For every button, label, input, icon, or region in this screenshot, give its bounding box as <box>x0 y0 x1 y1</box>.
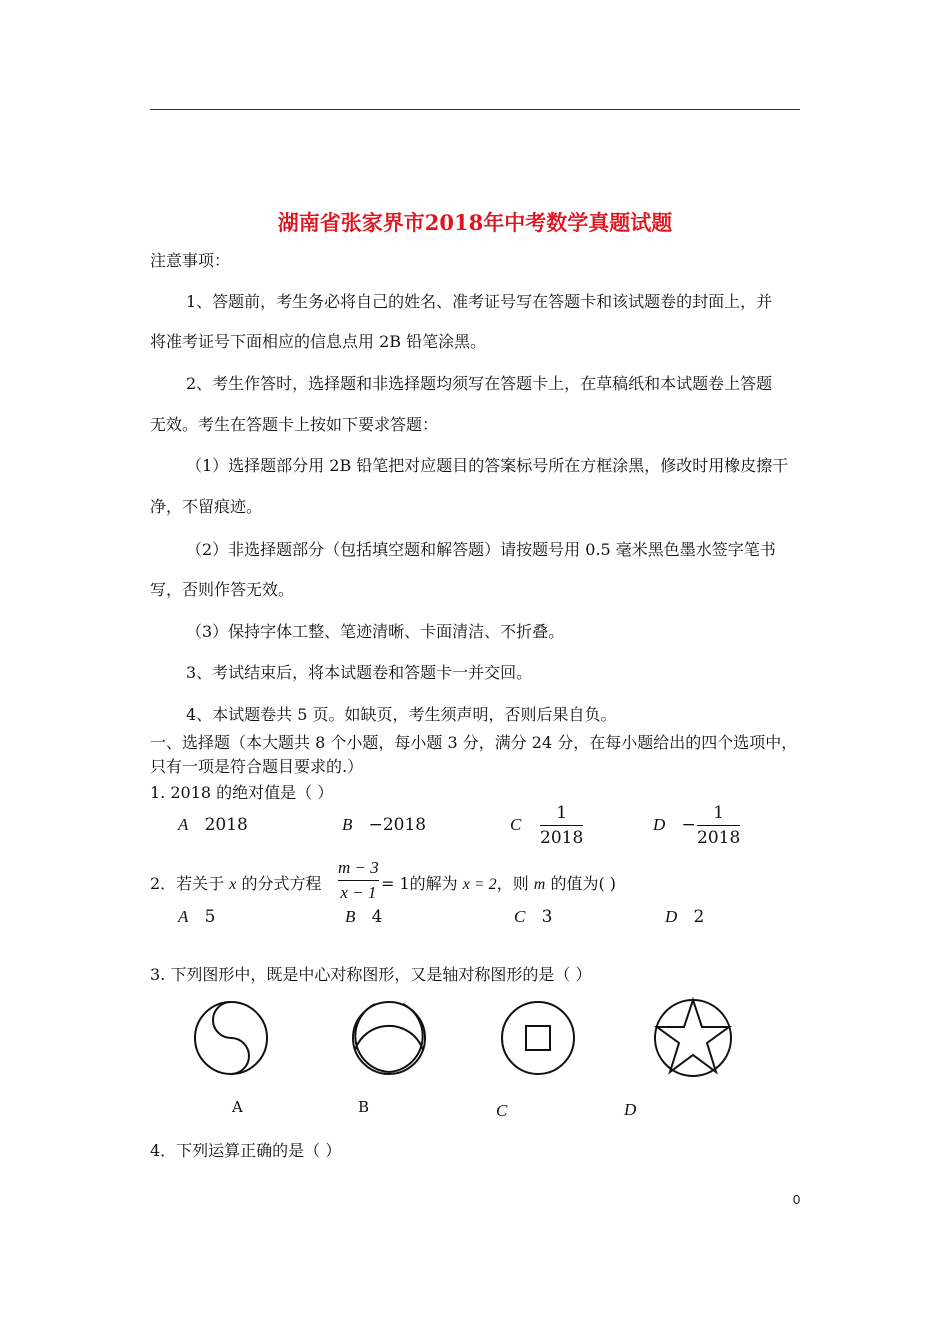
q1-c-fraction-bar <box>540 825 583 826</box>
q2-option-d <box>665 907 704 927</box>
section1-heading-a: 一、选择题（本大题共 8 个小题，每小题 3 分，满分 24 分，在每小题给出的四个选项中， <box>150 733 798 752</box>
notice-p1a: 1、答题前，考生务必将自己的姓名、准考证号写在答题卡和该试题卷的封面上，并 <box>186 292 773 311</box>
q2-a-value: 5 <box>204 907 216 927</box>
q1-option-d-fraction <box>697 803 740 848</box>
q2-solution: x = 2 <box>462 876 497 893</box>
q1-c-letter: C <box>510 815 522 834</box>
q2-prefix: 2．若关于 <box>150 874 225 893</box>
q2-var-m: m <box>533 876 546 893</box>
notice-p7: 4、本试题卷共 5 页。如缺页，考生须声明，否则后果自负。 <box>186 705 617 724</box>
q2-frac-denominator: x − 1 <box>340 883 377 902</box>
notice-p4a: （2）非选择题部分（包括填空题和解答题）请按题号用 0.5 毫米黑色墨水签字笔书 <box>186 540 776 559</box>
q3-figure-a-yinyang <box>192 990 272 1086</box>
q2-stem-prefix <box>150 871 322 894</box>
q1-d-numerator: 1 <box>713 803 725 823</box>
q2-b-letter: B <box>345 907 356 926</box>
q4-stem: 4．下列运算正确的是（ ） <box>150 1141 342 1160</box>
q2-d-letter: D <box>665 907 678 926</box>
q2-option-a <box>178 907 215 927</box>
notice-p4b: 写，否则作答无效。 <box>150 580 295 599</box>
notice-p3b: 净，不留痕迹。 <box>150 497 263 516</box>
header-rule <box>150 109 800 110</box>
q1-d-fraction-bar <box>697 825 740 826</box>
notice-p6: 3、考试结束后，将本试题卷和答题卡一并交回。 <box>186 663 533 682</box>
q1-c-numerator: 1 <box>556 803 568 823</box>
q1-d-letter: D <box>653 815 666 834</box>
q2-equation-fraction <box>338 858 379 903</box>
q2-c-value: 3 <box>541 907 553 927</box>
q3-label-b: B <box>358 1098 370 1116</box>
q2-eq: = 1 <box>381 874 410 893</box>
q1-b-value: −2018 <box>368 815 427 835</box>
q2-b-value: 4 <box>371 907 383 927</box>
page-number: 0 <box>793 1192 801 1207</box>
q1-option-b <box>342 815 426 835</box>
q1-option-c-fraction <box>540 803 583 848</box>
q3-label-d: D <box>624 1100 637 1119</box>
q2-mid2: 的解为 <box>409 874 458 893</box>
q1-option-c-letter <box>510 815 521 835</box>
q2-a-letter: A <box>178 907 189 926</box>
q2-d-value: 2 <box>693 907 705 927</box>
notice-p5: （3）保持字体工整、笔迹清晰、卡面清洁、不折叠。 <box>186 622 565 641</box>
notice-p1b: 将准考证号下面相应的信息点用 2B 铅笔涂黑。 <box>150 332 487 351</box>
q1-a-letter: A <box>178 815 189 834</box>
q1-stem: 1. 2018 的绝对值是（ ） <box>150 783 334 802</box>
notice-p3a: （1）选择题部分用 2B 铅笔把对应题目的答案标号所在方框涂黑，修改时用橡皮擦干 <box>186 456 789 475</box>
q1-d-sign: − <box>681 815 696 835</box>
notice-p2b: 无效。考生在答题卡上按如下要求答题： <box>150 415 439 434</box>
q2-stem-suffix <box>381 871 616 894</box>
q2-option-c <box>514 907 552 927</box>
q2-c-letter: C <box>514 907 526 926</box>
q2-frac-bar <box>338 880 379 881</box>
q1-option-a <box>178 815 248 835</box>
q1-c-denominator: 2018 <box>540 828 584 848</box>
q1-option-d-letter <box>653 815 696 835</box>
q3-figure-b-three-arcs <box>344 990 434 1086</box>
page-title: 湖南省张家界市2018年中考数学真题试题 <box>277 210 673 235</box>
q2-mid3: ，则 <box>496 874 529 893</box>
notice-heading: 注意事项： <box>150 251 231 270</box>
q2-var-x: x <box>229 876 237 893</box>
q2-frac-numerator: m − 3 <box>338 858 379 877</box>
section1-heading-b: 只有一项是符合题目要求的.） <box>150 757 364 776</box>
q1-d-denominator: 2018 <box>697 828 741 848</box>
notice-p2a: 2、考生作答时，选择题和非选择题均须写在答题卡上，在草稿纸和本试题卷上答题 <box>186 374 773 393</box>
q1-a-value: 2018 <box>204 815 248 835</box>
q2-option-b <box>345 907 382 927</box>
q2-mid1: 的分式方程 <box>241 874 322 893</box>
q3-label-c: C <box>496 1101 508 1120</box>
q3-label-a: A <box>232 1098 243 1116</box>
q2-suffix: 的值为( ) <box>550 874 617 893</box>
q3-stem: 3. 下列图形中，既是中心对称图形，又是轴对称图形的是（ ） <box>150 965 592 984</box>
q1-b-letter: B <box>342 815 353 834</box>
q3-figure-c-coin <box>493 990 583 1086</box>
q3-figure-d-star <box>645 990 741 1086</box>
